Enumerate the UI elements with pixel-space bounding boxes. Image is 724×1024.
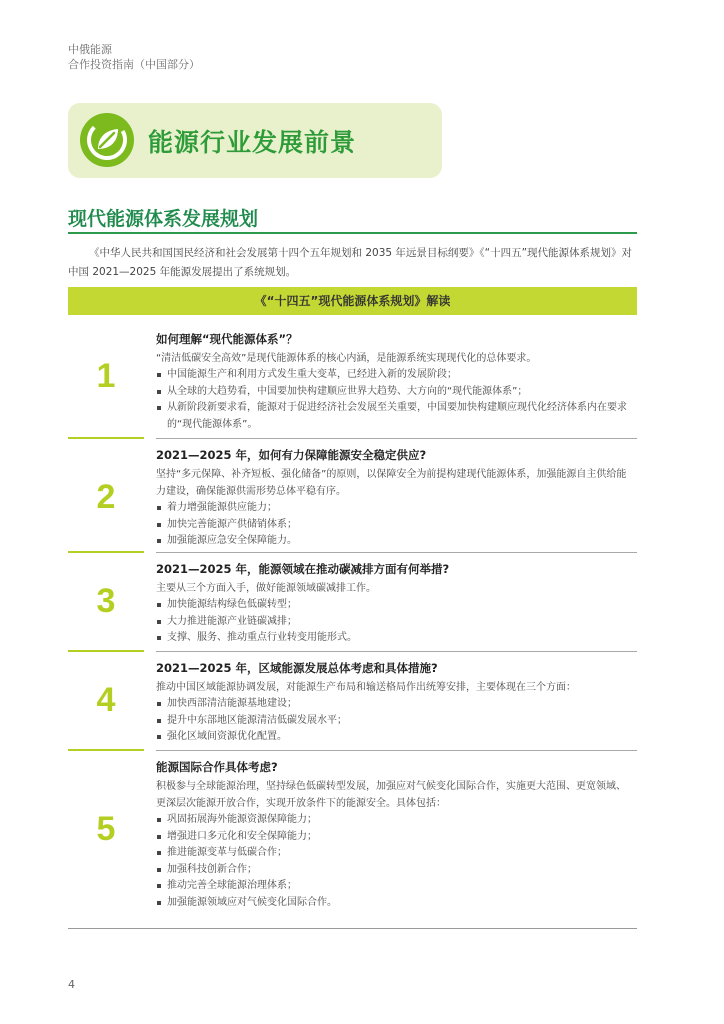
row-question: 如何理解“现代能源体系”？ — [156, 332, 298, 346]
bullet-item: 强化区域间资源优化配置。 — [156, 729, 634, 746]
bullet-item: 加强能源应急安全保障能力。 — [156, 533, 634, 550]
row-content — [156, 330, 634, 433]
row-text: 积极参与全球能源治理，坚持绿色低碳转型发展，加强应对气候变化国际合作，实施更大范围、更宽领域、更深层次能源开放合作，实现开放条件下的能源安全。具体包括： — [156, 781, 626, 809]
row-divider-accent — [68, 749, 144, 751]
bullet-item: 巩固拓展海外能源资源保障能力； — [156, 812, 634, 829]
row-number: 2 — [96, 478, 116, 516]
bullet-item: 提升中东部地区能源清洁低碳发展水平； — [156, 713, 634, 730]
row-divider-accent — [68, 437, 144, 439]
chapter-banner — [68, 103, 442, 178]
table-row — [68, 752, 637, 927]
table-row — [68, 323, 637, 438]
bullet-item: 中国能源生产和利用方式发生重大变革，已经进入新的发展阶段； — [156, 367, 634, 384]
section-title: 现代能源体系发展规划 — [68, 208, 259, 230]
table-row — [68, 440, 637, 552]
section-intro: 《中华人民共和国国民经济和社会发展第十四个五年规划和 2035 年远景目标纲要》《“十四五”现代能源体系规划》对中国 2021—2025 年能源发展提出了系统规划。 — [68, 247, 633, 278]
row-content — [156, 659, 634, 746]
row-question: 2021—2025 年，区域能源发展总体考虑和具体措施? — [156, 661, 438, 675]
section-divider — [68, 232, 637, 234]
header-line-2: 合作投资指南（中国部分） — [68, 58, 200, 71]
bullet-item: 着力增强能源供应能力； — [156, 500, 634, 517]
row-divider — [156, 438, 637, 439]
bullet-item: 增强进口多元化和安全保障能力； — [156, 829, 634, 846]
bullet-item: 推动完善全球能源治理体系； — [156, 878, 634, 895]
row-question: 2021—2025 年，能源领域在推动碳减排方面有何举措? — [156, 562, 450, 576]
bullet-item: 加快完善能源产供储销体系； — [156, 517, 634, 534]
bullet-item: 支撑、服务、推动重点行业转变用能形式。 — [156, 630, 634, 647]
table-row — [68, 653, 637, 749]
row-number: 3 — [96, 582, 116, 620]
table-row — [68, 554, 637, 650]
bullet-item: 推进能源变革与低碳合作； — [156, 845, 634, 862]
page-number: 4 — [68, 978, 75, 991]
bullet-item: 从新阶段新要求看，能源对于促进经济社会发展至关重要，中国要加快构建顺应现代化经济体系内在要求的“现代能源体系”。 — [156, 400, 634, 433]
row-divider — [156, 651, 637, 652]
bullet-item: 从全球的大趋势看，中国要加快构建顺应世界大趋势、大方向的“现代能源体系”； — [156, 384, 634, 401]
bullet-item: 加强科技创新合作； — [156, 862, 634, 879]
row-number: 5 — [96, 810, 116, 848]
row-text: 主要从三个方面入手，做好能源领域碳减排工作。 — [156, 583, 376, 594]
bullet-item: 加快西部清洁能源基地建设； — [156, 696, 634, 713]
bullet-item: 大力推进能源产业链碳减排； — [156, 614, 634, 631]
bullet-item: 加强能源领域应对气候变化国际合作。 — [156, 895, 634, 912]
row-question: 能源国际合作具体考虑? — [156, 760, 278, 774]
row-number: 4 — [96, 681, 116, 719]
row-content — [156, 560, 634, 647]
row-divider — [156, 750, 637, 751]
row-number: 1 — [96, 357, 116, 395]
row-divider — [156, 552, 637, 553]
row-text: 推动中国区域能源协调发展，对能源生产布局和输送格局作出统筹安排，主要体现在三个方面： — [156, 682, 576, 693]
running-header — [68, 42, 200, 72]
row-divider-accent — [68, 650, 144, 652]
leaf-logo-icon — [80, 113, 134, 167]
bullet-item: 加快能源结构绿色低碳转型； — [156, 597, 634, 614]
table-bottom-border — [68, 928, 637, 929]
row-text: “清洁低碳安全高效”是现代能源体系的核心内涵，是能源系统实现现代化的总体要求。 — [156, 353, 537, 364]
row-text: 坚持“多元保障、补齐短板、强化储备”的原则，以保障安全为前提构建现代能源体系，加强能源自主供给能力建设，确保能源供需形势总体平稳有序。 — [156, 469, 627, 497]
row-question: 2021—2025 年，如何有力保障能源安全稳定供应? — [156, 448, 427, 462]
table-header: 《“十四五”现代能源体系规划》解读 — [68, 287, 637, 315]
chapter-title: 能源行业发展前景 — [148, 128, 357, 157]
row-content — [156, 446, 634, 550]
row-content — [156, 758, 634, 911]
row-divider-accent — [68, 551, 144, 553]
header-line-1: 中俄能源 — [68, 43, 112, 56]
